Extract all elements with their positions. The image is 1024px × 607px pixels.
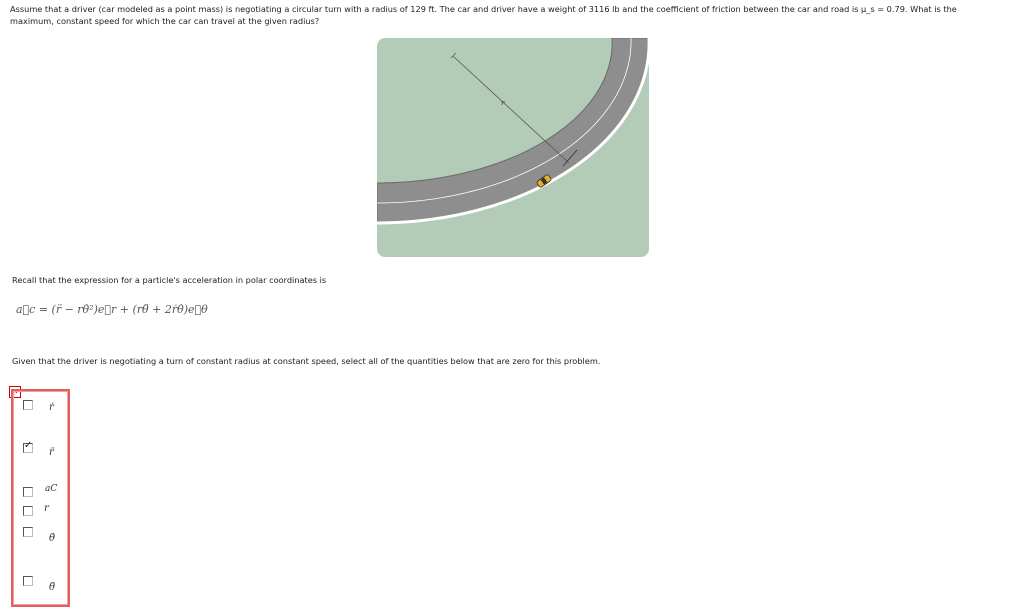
- option-label-theta-dot: θ̇: [49, 533, 56, 544]
- radius-label: r: [501, 99, 505, 107]
- answer-options-box: [11, 389, 70, 607]
- checkbox-r-dot[interactable]: [23, 400, 33, 410]
- incorrect-icon: ✕: [9, 386, 21, 398]
- question-line-1: Assume that a driver (car modeled as a point mass) is negotiating a circular turn with a radius of 129 ft. The car and driver have a weight of 3116 lb and the coefficient of friction between the car and road is μ_s = 0.79. What is the: [10, 4, 957, 14]
- checkbox-theta-dot[interactable]: [23, 527, 33, 537]
- option-r-ddot[interactable]: [23, 443, 33, 453]
- option-ac[interactable]: [23, 487, 33, 497]
- checkbox-ac[interactable]: [23, 487, 33, 497]
- option-label-r: r: [44, 503, 49, 514]
- option-label-theta-ddot: θ̈: [49, 582, 56, 593]
- checkbox-r-ddot[interactable]: [23, 443, 33, 453]
- question-line-2: maximum, constant speed for which the car can travel at the given radius?: [10, 16, 320, 26]
- question-text: [10, 3, 1010, 27]
- option-theta-dot[interactable]: [23, 527, 33, 537]
- option-label-ac: aC: [45, 484, 58, 494]
- checkbox-theta-ddot[interactable]: [23, 576, 33, 586]
- option-r[interactable]: [23, 506, 33, 516]
- option-r-dot[interactable]: [23, 400, 33, 410]
- acceleration-equation: a⃗c = (r̈ − rθ̇²)e⃗r + (rθ̈ + 2ṙθ̇)e⃗θ: [16, 303, 208, 316]
- given-text: Given that the driver is negotiating a turn of constant radius at constant speed, select all of the quantities below that are zero for this problem.: [12, 356, 601, 366]
- option-label-r-ddot: r̈: [49, 447, 54, 458]
- circular-turn-figure: [377, 38, 649, 257]
- option-label-r-dot: ṙ: [49, 402, 54, 413]
- checkbox-r[interactable]: [23, 506, 33, 516]
- option-theta-ddot[interactable]: [23, 576, 33, 586]
- recall-text: Recall that the expression for a particle's acceleration in polar coordinates is: [12, 275, 327, 285]
